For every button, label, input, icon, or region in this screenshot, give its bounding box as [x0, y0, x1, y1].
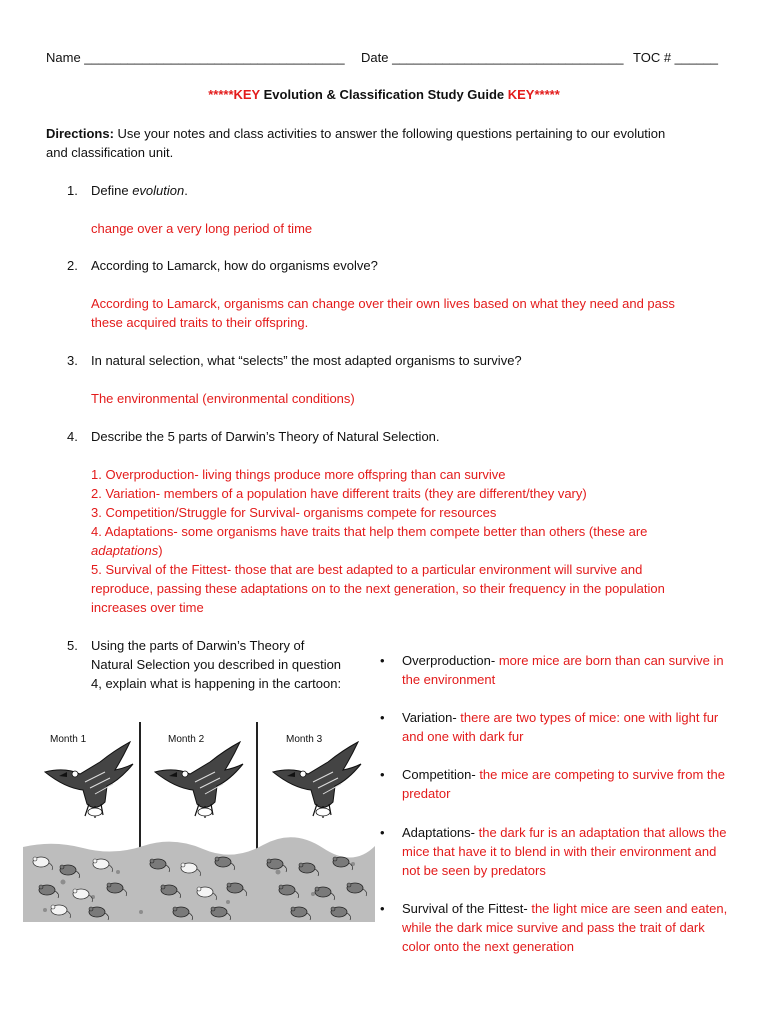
bullet-2-answer-1: there are two types of mice: one with light fur: [456, 710, 719, 725]
directions-text-2: and classification unit.: [46, 145, 174, 160]
date-field[interactable]: Date ________________________________: [361, 50, 624, 65]
answer-2: [91, 294, 731, 332]
directions-text-1: Use your notes and class activities to answer the following questions pertaining to our evolution: [113, 126, 666, 141]
question-3-number: 3.: [67, 353, 78, 368]
bullet-5-answer-2: while the dark mice survive and pass the trait of dark: [402, 920, 705, 935]
bullet-3-glyph: •: [380, 767, 385, 782]
answer-4-part-4-cont: [91, 541, 731, 560]
bullet-4-label: Adaptations-: [402, 825, 475, 840]
question-5-number: 5.: [67, 638, 78, 653]
answer-3: The environmental (environmental conditions): [91, 391, 355, 406]
answer-4-adaptations-term: adaptations: [91, 543, 159, 558]
cartoon-month-1-label: Month 1: [50, 734, 87, 745]
bullet-1-answer-1: more mice are born than can survive in: [495, 653, 724, 668]
bullet-5-answer-3: color onto the next generation: [402, 939, 575, 954]
bullet-4-answer-1: the dark fur is an adaptation that allows the: [475, 825, 727, 840]
bullet-variation: [402, 708, 762, 746]
bullet-survival-of-fittest: [402, 899, 762, 956]
cartoon-month-3-label: Month 3: [286, 734, 323, 745]
bullet-1-answer-2: the environment: [402, 672, 496, 687]
bullet-overproduction: [402, 651, 762, 689]
answer-4-part-3: 3. Competition/Struggle for Survival- organisms compete for resources: [91, 505, 497, 520]
cartoon-month-2-label: Month 2: [168, 734, 205, 745]
bullet-1-glyph: •: [380, 653, 385, 668]
page-title: [0, 85, 768, 104]
answer-4-part-5-line-2: reproduce, passing these adaptations on to the next generation, so their frequency in the population: [91, 581, 665, 596]
directions: [46, 124, 665, 162]
question-1-text: [91, 181, 188, 200]
question-1-term: evolution: [132, 183, 185, 198]
question-1-period: .: [184, 183, 188, 198]
title-key-suffix: KEY*****: [507, 87, 560, 102]
title-main: Evolution & Classification Study Guide: [260, 87, 508, 102]
toc-field[interactable]: TOC # ______: [633, 50, 719, 65]
bullet-5-answer-1: the light mice are seen and eaten,: [527, 901, 728, 916]
answer-1: change over a very long period of time: [91, 221, 313, 236]
answer-2-line-1: According to Lamarck, organisms can change over their own lives based on what they need and pass: [91, 296, 675, 311]
question-2-text: According to Lamarck, how do organisms evolve?: [91, 258, 378, 273]
question-1-prompt: Define: [91, 183, 133, 198]
answer-4-part-1: 1. Overproduction- living things produce more offspring than can survive: [91, 467, 506, 482]
name-field[interactable]: Name ____________________________________: [46, 50, 345, 65]
answer-4-close-paren: ): [158, 543, 163, 558]
bullet-3-answer-1: the mice are competing to survive from the: [475, 767, 725, 782]
bullet-5-glyph: •: [380, 901, 385, 916]
question-4-text: Describe the 5 parts of Darwin’s Theory of Natural Selection.: [91, 429, 440, 444]
bullet-adaptations: [402, 823, 762, 880]
answer-4-part-4: 4. Adaptations- some organisms have traits that help them compete better than others (these are: [91, 524, 648, 539]
question-1-number: 1.: [67, 183, 78, 198]
answer-4: [91, 465, 731, 617]
bullet-3-label: Competition-: [402, 767, 476, 782]
bullet-4-glyph: •: [380, 825, 385, 840]
question-4-number: 4.: [67, 429, 78, 444]
answer-4-part-2: 2. Variation- members of a population have different traits (they are different/they vary): [91, 486, 587, 501]
bullet-2-label: Variation-: [402, 710, 457, 725]
answer-4-part-5-line-1: 5. Survival of the Fittest- those that are best adapted to a particular environment will survive and: [91, 562, 643, 577]
question-5-line-3: 4, explain what is happening in the cartoon:: [91, 676, 342, 691]
bullet-competition: [402, 765, 762, 803]
answer-4-part-5-line-3: increases over time: [91, 600, 204, 615]
question-5-line-1: Using the parts of Darwin’s Theory of: [91, 638, 305, 653]
question-5-line-2: Natural Selection you described in question: [91, 657, 342, 672]
bullet-1-label: Overproduction-: [402, 653, 496, 668]
bullet-2-glyph: •: [380, 710, 385, 725]
question-3-text: In natural selection, what “selects” the most adapted organisms to survive?: [91, 353, 522, 368]
bullet-2-answer-2: and one with dark fur: [402, 729, 524, 744]
question-2-number: 2.: [67, 258, 78, 273]
question-5-text: [91, 636, 341, 693]
bullet-4-answer-2: mice that have it to blend in with their environment and: [402, 844, 717, 859]
bullet-4-answer-3: not be seen by predators: [402, 863, 546, 878]
title-key-prefix: *****KEY: [208, 87, 260, 102]
directions-label: Directions:: [46, 126, 114, 141]
answer-2-line-2: these acquired traits to their offspring.: [91, 315, 309, 330]
cartoon-image: [23, 722, 375, 922]
bullet-3-answer-2: predator: [402, 786, 451, 801]
bullet-5-label: Survival of the Fittest-: [402, 901, 528, 916]
